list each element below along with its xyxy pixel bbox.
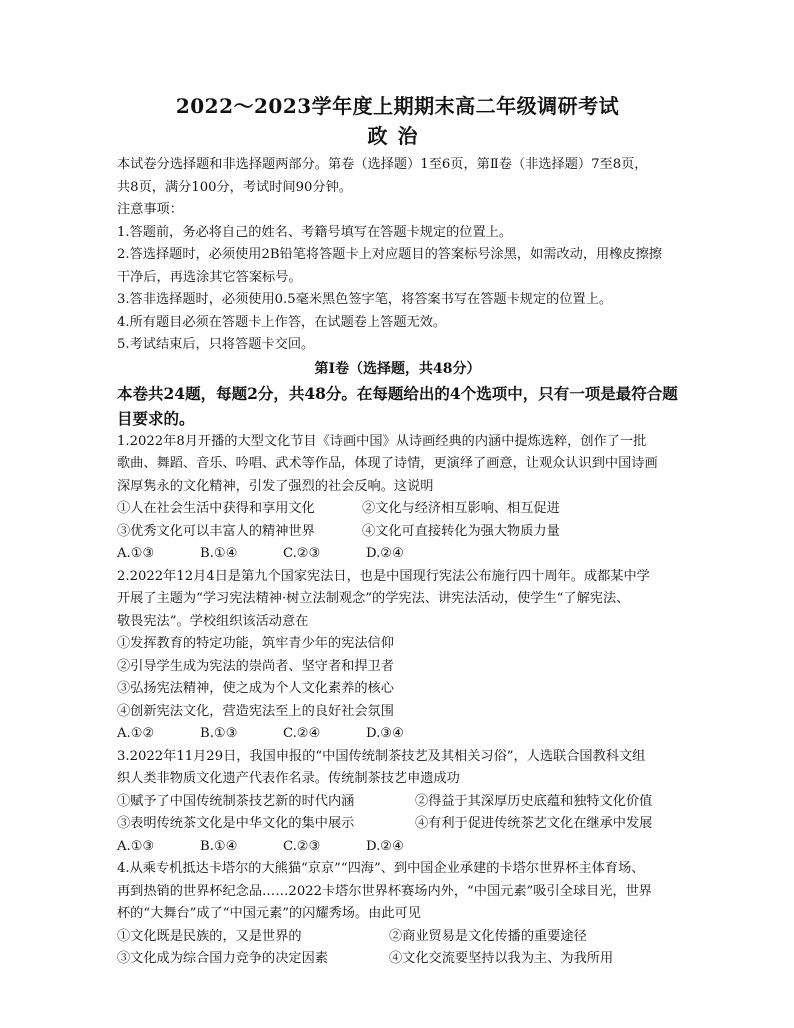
question-stem: 织人类非物质文化遗产代表作名录。传统制茶技艺申遗成功 [117, 771, 460, 786]
option-item: ②文化与经济相互影响、相互促进 [362, 501, 560, 516]
question-stem: 4.从乘专机抵达卡塔尔的大熊猫“京京”“四海”、到中国企业承建的卡塔尔世界杯主体育场、 [117, 861, 645, 876]
option-item: ①文化既是民族的，又是世界的 [117, 928, 302, 944]
answer-choice: D.②④ [366, 838, 404, 854]
notice-item: 4.所有题目必须在答题卡上作答，在试题卷上答题无效。 [117, 314, 447, 330]
option-item: ④文化交流要坚持以我为主、为我所用 [389, 951, 614, 966]
answer-choice: C.②③ [283, 838, 321, 854]
option-item: ③优秀文化可以丰富人的精神世界 [117, 523, 315, 539]
intro-line: 共8页，满分100分，考试时间90分钟。 [117, 179, 352, 195]
option-row [117, 791, 678, 814]
question-4 [117, 858, 678, 971]
option-row [117, 926, 678, 949]
question-stem: 歌曲、舞蹈、音乐、吟唱、武术等作品，体现了诗情，更演绎了画意，让观众认识到中国诗画 [117, 456, 658, 471]
answer-choice: A.①③ [117, 838, 155, 854]
notice-item: 3.答非选择题时，必须使用0.5毫米黑色签字笔，将答案书写在答题卡规定的位置上。 [117, 292, 613, 307]
answer-choice: D.②④ [366, 546, 404, 561]
question-stem: 1.2022年8月开播的大型文化节目《诗画中国》从诗画经典的内涵中提炼选粹，创作了一批 [117, 433, 647, 449]
option-row [117, 813, 678, 836]
answer-choice: D.③④ [366, 726, 404, 741]
answer-choice: B.①③ [200, 726, 238, 741]
intro-line: 本试卷分选择题和非选择题两部分。第卷（选择题）1至6页，第Ⅱ卷（非选择题）7至8页， [117, 157, 648, 172]
question-stem: 敬畏宪法”。学校组织该活动意在 [117, 613, 309, 629]
notice-title: 注意事项： [117, 202, 183, 217]
option-item: ②得益于其深厚历史底蕴和独特文化价值 [415, 793, 653, 809]
option-item: ③弘扬宪法精神，使之成为个人文化素养的核心 [117, 681, 394, 696]
exam-subject: 政治 [367, 124, 428, 148]
option-item: ③表明传统茶文化是中华文化的集中展示 [117, 816, 355, 831]
question-stem: 深厚隽永的文化精神，引发了强烈的社会反响。这说明 [117, 478, 434, 494]
option-item: ②商业贸易是文化传播的重要途径 [389, 928, 587, 944]
exam-title: 2022～2023学年度上期期末高二年级调研考试 [175, 94, 620, 118]
option-row [117, 948, 678, 971]
section-title: 第Ⅰ卷（选择题，共48分） [314, 360, 481, 377]
option-item: ①赋予了中国传统制茶技艺新的时代内涵 [117, 793, 355, 809]
option-item: ④有利于促进传统茶艺文化在继承中发展 [415, 816, 653, 831]
question-stem: 再到热销的世界杯纪念品……2022卡塔尔世界杯赛场内外，“中国元素”吸引全球目光，世界 [117, 883, 652, 899]
option-item: ①发挥教育的特定功能，筑牢青少年的宪法信仰 [117, 636, 394, 651]
notice-item: 1.答题前，务必将自己的姓名、考籍号填写在答题卡规定的位置上。 [117, 224, 513, 240]
option-item: ①人在社会生活中获得和享用文化 [117, 501, 315, 516]
option-item: ③文化成为综合国力竞争的决定因素 [117, 951, 328, 966]
question-stem: 杯的“大舞台”成了“中国元素”的闪耀秀场。由此可见 [117, 906, 421, 921]
option-item: ④文化可直接转化为强大物质力量 [362, 523, 560, 539]
section-instruction: 本卷共24题，每题2分，共48分。在每题给出的4个选项中，只有一项是最符合题目要求的。 [117, 383, 678, 428]
option-row [117, 521, 678, 544]
answer-choice: C.②④ [283, 726, 321, 741]
answer-choices [117, 836, 678, 859]
question-3 [117, 746, 678, 859]
option-item: ②引导学生成为宪法的崇尚者、坚守者和捍卫者 [117, 658, 394, 674]
notice-item: 干净后，再选涂其它答案标号。 [117, 269, 302, 285]
notice-item: 2.答选择题时，必须使用2B铅笔将答题卡上对应题目的答案标号涂黑，如需改动，用橡皮擦擦 [117, 247, 662, 262]
answer-choice: A.①③ [117, 546, 155, 561]
option-item: ④创新宪法文化，营造宪法至上的良好社会氛围 [117, 703, 394, 719]
answer-choice: B.①④ [200, 546, 238, 561]
question-2 [117, 566, 678, 746]
question-1 [117, 431, 678, 566]
notice-item: 5.考试结束后，只将答题卡交回。 [117, 337, 315, 352]
question-stem: 开展了主题为“学习宪法精神·树立法制观念”的学宪法、讲宪法活动，使学生“了解宪法、 [117, 591, 630, 606]
answer-choice: A.①② [117, 726, 155, 741]
exam-intro [117, 154, 678, 357]
option-row [117, 498, 678, 521]
answer-choices [117, 543, 678, 566]
answer-choices [117, 723, 678, 746]
question-stem: 2.2022年12月4日是第九个国家宪法日，也是中国现行宪法公布施行四十周年。成都某中学 [117, 568, 650, 584]
question-stem: 3.2022年11月29日，我国申报的“中国传统制茶技艺及其相关习俗”，人选联合国教科文组 [117, 748, 646, 764]
answer-choice: C.②③ [283, 546, 321, 561]
answer-choice: B.①④ [200, 838, 238, 854]
